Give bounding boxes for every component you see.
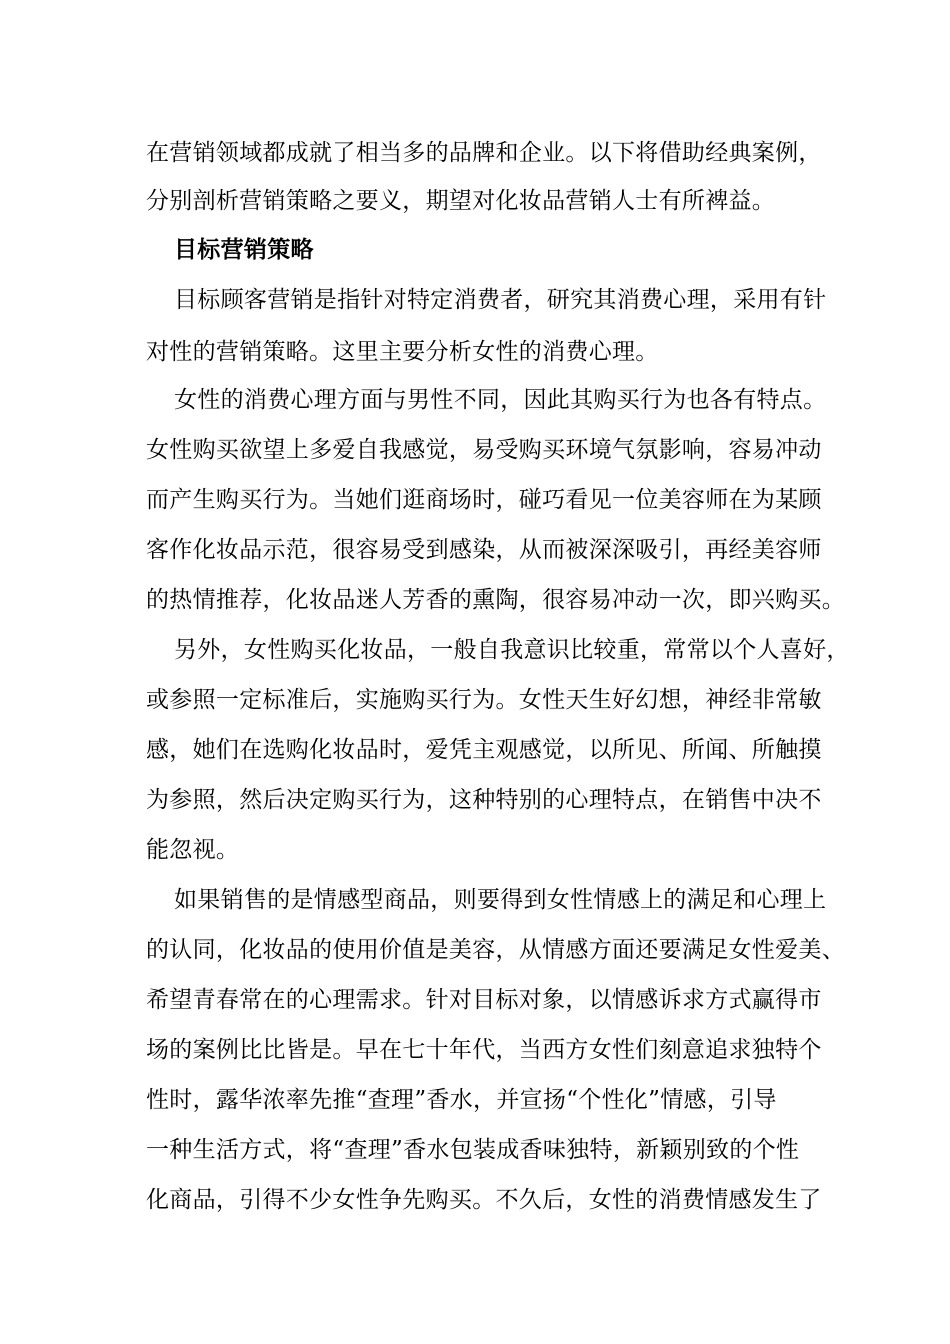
paragraph-intro-line-2: 分别剖析营销策略之要义，期望对化妆品营销人士有所裨益。 (146, 188, 776, 214)
paragraph-emotion-line-4: 场的案例比比皆是。早在七十年代，当西方女性们刻意追求独特个 (146, 1037, 822, 1063)
paragraph-emotion-line-7: 化商品，引得不少女性争先购买。不久后，女性的消费情感发生了 (146, 1187, 822, 1213)
section-heading: 目标营销策略 (174, 236, 314, 263)
paragraph-intro-line-1: 在营销领域都成就了相当多的品牌和企业。以下将借助经典案例， (146, 140, 822, 166)
paragraph-female-line-4: 客作化妆品示范，很容易受到感染，从而被深深吸引，再经美容师 (146, 537, 822, 563)
paragraph-other-line-1: 另外，女性购买化妆品，一般自我意识比较重，常常以个人喜好， (174, 637, 850, 663)
paragraph-emotion-line-2: 的认同，化妆品的使用价值是美容，从情感方面还要满足女性爱美、 (146, 937, 845, 963)
paragraph-female-line-2: 女性购买欲望上多爱自我感觉，易受购买环境气氛影响，容易冲动 (146, 437, 822, 463)
paragraph-emotion-line-1: 如果销售的是情感型商品，则要得到女性情感上的满足和心理上 (174, 887, 827, 913)
paragraph-emotion-line-3: 希望青春常在的心理需求。针对目标对象，以情感诉求方式赢得市 (146, 987, 822, 1013)
paragraph-other-line-5: 能忽视。 (146, 837, 240, 863)
paragraph-target-line-1: 目标顾客营销是指针对特定消费者，研究其消费心理，采用有针 (174, 287, 827, 313)
paragraph-female-line-1: 女性的消费心理方面与男性不同，因此其购买行为也各有特点。 (174, 387, 827, 413)
paragraph-emotion-line-5: 性时，露华浓率先推“查理”香水，并宣扬“个性化”情感，引导 (146, 1087, 777, 1113)
paragraph-emotion-line-6: 一种生活方式，将“查理”香水包装成香味独特，新颖别致的个性 (146, 1137, 800, 1163)
paragraph-female-line-5: 的热情推荐，化妆品迷人芳香的熏陶，很容易冲动一次，即兴购买。 (146, 587, 845, 613)
paragraph-other-line-4: 为参照，然后决定购买行为，这种特别的心理特点，在销售中决不 (146, 787, 822, 813)
paragraph-female-line-3: 而产生购买行为。当她们逛商场时，碰巧看见一位美容师在为某顾 (146, 487, 822, 513)
paragraph-other-line-3: 感，她们在选购化妆品时，爱凭主观感觉，以所见、所闻、所触摸 (146, 737, 822, 763)
paragraph-other-line-2: 或参照一定标准后，实施购买行为。女性天生好幻想，神经非常敏 (146, 687, 822, 713)
paragraph-target-line-2: 对性的营销策略。这里主要分析女性的消费心理。 (146, 339, 659, 365)
